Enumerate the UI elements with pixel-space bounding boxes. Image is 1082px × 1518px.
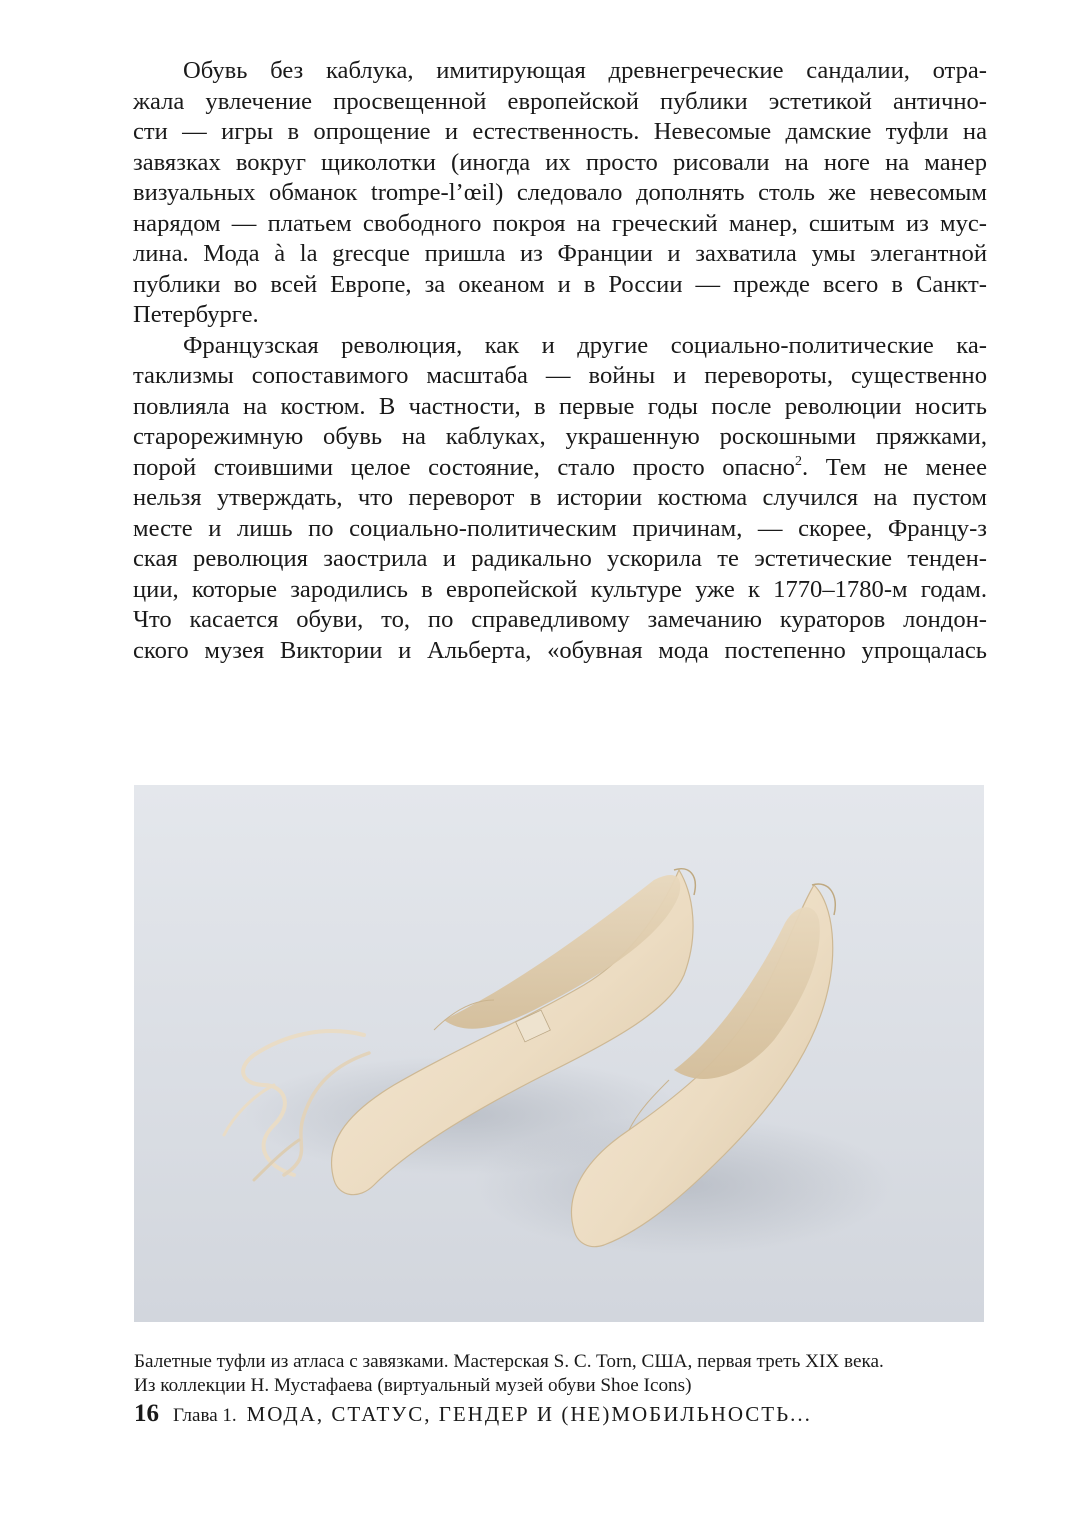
caption-line-2: Из коллекции Н. Мустафаева (виртуальный музей обуви Shoe Icons)	[134, 1375, 692, 1396]
paragraph-1-line-3: сти — игры в опрощение и естественность. Невесомые дамские туфли на	[133, 118, 987, 145]
paragraph-1-line-1: Обувь без каблука, имитирующая древнегреческие сандалии, отра-	[183, 57, 987, 84]
line-text: порой стоившими целое состояние, стало просто опасно	[133, 453, 795, 481]
paragraph-1-line-7: лина. Мода à la grecque пришла из Франции и захватила умы элегантной	[133, 240, 987, 267]
caption-line-1: Балетные туфли из атласа с завязками. Мастерская S. C. Torn, США, первая треть XIX века.	[134, 1351, 884, 1372]
paragraph-2-line-6: нельзя утверждать, что переворот в истории костюма случился на пустом	[133, 484, 987, 511]
paragraph-2-line-2: таклизмы сопоставимого масштаба — войны и перевороты, существенно	[133, 362, 987, 389]
paragraph-2-line-1: Французская революция, как и другие социально-политические ка-	[183, 331, 987, 359]
body-text	[133, 56, 987, 666]
paragraph-2-line-11: ского музея Виктории и Альберта, «обувная мода постепенно упрощалась	[133, 636, 987, 664]
chapter-title: МОДА, СТАТУС, ГЕНДЕР И (НЕ)МОБИЛЬНОСТЬ...	[246, 1402, 812, 1426]
paragraph-2-line-10: Что касается обуви, то, по справедливому замечанию кураторов лондон-	[133, 606, 987, 633]
line-text-tail: . Тем не менее	[801, 453, 988, 481]
paragraph-2-line-4: старорежимную обувь на каблуках, украшенную роскошными пряжками,	[133, 423, 987, 450]
paragraph-1-line-4: завязках вокруг щиколотки (иногда их просто рисовали на ноге на манер	[133, 148, 987, 176]
paragraph-1-line-8: публики во всей Европе, за океаном и в России — прежде всего в Санкт-	[133, 270, 987, 298]
paragraph-2-line-9: ции, которые зародились в европейской культуре уже к 1770–1780-м годам.	[133, 575, 987, 603]
paragraph-2-line-8: ская революция заострила и радикально ускорила те эстетические тенден-	[133, 545, 987, 572]
paragraph-1-line-2: жала увлечение просвещенной европейской публики эстетикой антично-	[133, 87, 987, 115]
shoes-photo	[134, 785, 984, 1322]
footnote-reference[interactable]: 2	[794, 453, 802, 469]
paragraph-2-line-7: месте и лишь по социально-политическим причинам, — скорее, Францу-з	[133, 514, 987, 542]
paragraph-1-line-6: нарядом — платьем свободного покроя на греческий манер, сшитым из мус-	[133, 209, 987, 237]
running-footer	[134, 1400, 812, 1436]
paragraph-1-line-9: Петербурге.	[133, 301, 259, 328]
page-number: 16	[134, 1400, 159, 1427]
photo-caption	[134, 1350, 1014, 1398]
chapter-label: Глава 1.	[173, 1405, 237, 1426]
paragraph-1-line-5: визуальных обманок trompe-l’œil) следовало дополнять столь же невесомым	[133, 179, 987, 206]
satin-ballet-shoes-illustration	[134, 785, 984, 1322]
paragraph-2-line-3: повлияла на костюм. В частности, в первые годы после революции носить	[133, 392, 987, 420]
paragraph-2-line-5	[133, 453, 987, 484]
